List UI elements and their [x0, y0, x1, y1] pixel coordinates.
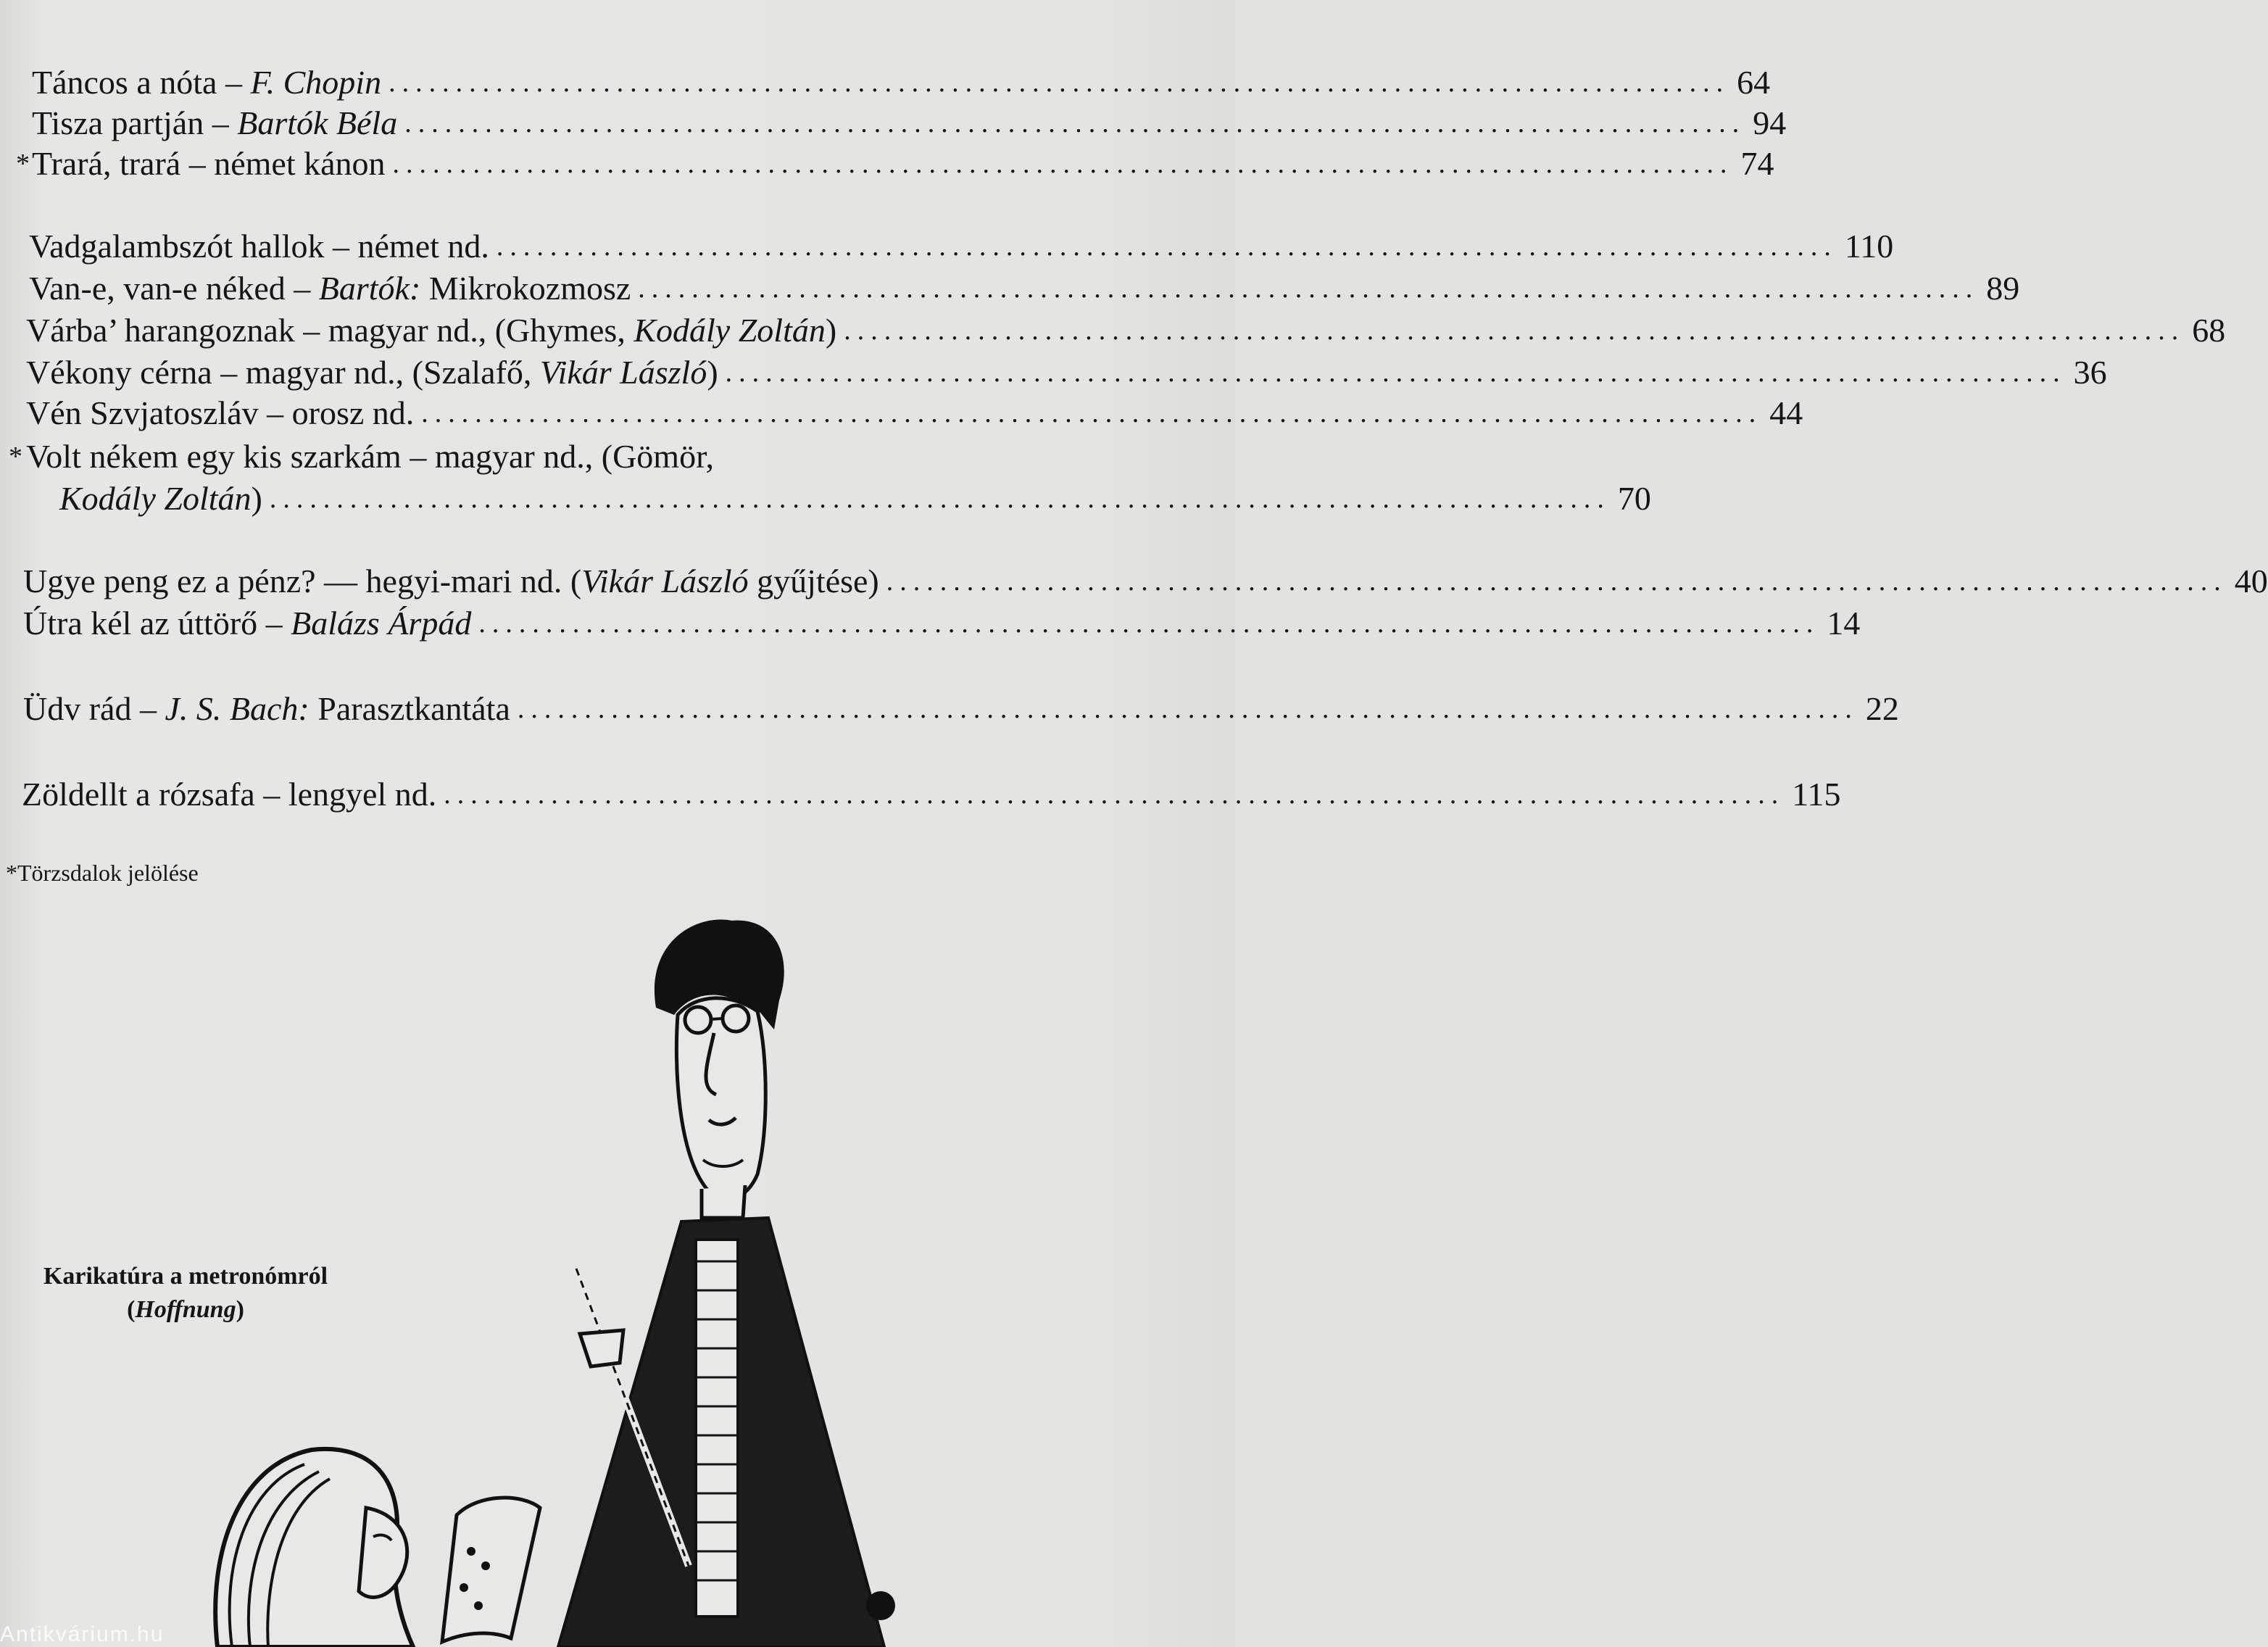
entry-page-number: 40 — [2234, 563, 2268, 600]
toc-entry — [26, 310, 2226, 351]
caption-author: Hoffnung — [135, 1296, 236, 1323]
dot-leader: .................................................................................................... — [496, 231, 1837, 262]
metronome-caricature-illustration — [0, 913, 1235, 1647]
entry-page-number: 14 — [1827, 605, 1861, 642]
entry-title: Vén Szvjatoszláv – orosz nd. — [26, 394, 415, 431]
dot-leader: .................................................................................................... — [269, 484, 1611, 514]
entry-title: Van-e, van-e néked – Bartók: Mikrokozmosz — [29, 270, 631, 307]
dot-leader: .................................................................................................... — [404, 108, 1746, 138]
dot-leader: .................................................................................................... — [725, 357, 2066, 388]
entry-title: Zöldellt a rózsafa – lengyel nd. — [22, 776, 437, 813]
toc-entry — [26, 393, 1803, 433]
entry-title: Vékony cérna – magyar nd., (Szalafő, Vikár László) — [26, 354, 718, 391]
core-song-marker: * — [9, 441, 22, 472]
toc-entry — [32, 62, 1771, 103]
toc-entry — [22, 774, 1841, 815]
toc-entry — [29, 226, 1894, 267]
winding-key-icon — [866, 1591, 895, 1620]
entry-title: Várba’ harangoznak – magyar nd., (Ghymes, Kodály Zoltán) — [26, 312, 837, 349]
dot-leader: .................................................................................................... — [517, 694, 1858, 724]
entry-page-number: 115 — [1792, 776, 1841, 813]
dot-leader: .................................................................................................... — [886, 566, 2227, 597]
toc-entry-continuation — [59, 478, 1651, 519]
entry-page-number: 89 — [1986, 270, 2020, 307]
entry-page-number: 94 — [1753, 104, 1787, 141]
entry-page-number: 110 — [1844, 228, 1894, 265]
dot-leader: .................................................................................................... — [444, 779, 1785, 810]
caption-credit: (Hoffnung) — [127, 1296, 244, 1323]
toc-entry — [9, 436, 1112, 477]
watermark: Antikvárium.hu — [0, 1622, 165, 1646]
entry-title: Kodály Zoltán) — [59, 480, 262, 517]
entry-page-number: 36 — [2073, 354, 2107, 391]
entry-title: Üdv rád – J. S. Bach: Parasztkantáta — [23, 690, 510, 727]
core-song-marker: * — [16, 149, 30, 179]
entry-title: Táncos a nóta – F. Chopin — [32, 64, 382, 101]
toc-entry — [23, 603, 1861, 644]
entry-page-number: 74 — [1740, 145, 1774, 182]
girl-face-icon — [359, 1508, 407, 1597]
toc-entry — [26, 352, 2107, 393]
toc-entry — [23, 689, 1899, 729]
sheet-music-icon — [442, 1498, 540, 1642]
footnote: *Törzsdalok jelölése — [6, 860, 199, 886]
entry-title: Volt nékem egy kis szarkám – magyar nd., (Gömör, — [26, 438, 715, 475]
entry-title: Trará, trará – német kánon — [32, 145, 386, 182]
entry-page-number: 22 — [1865, 690, 1899, 727]
dot-leader: .................................................................................................... — [389, 67, 1730, 98]
entry-page-number: 68 — [2192, 312, 2226, 349]
toc-entry — [23, 561, 2268, 602]
entry-page-number: 70 — [1617, 480, 1651, 517]
entry-title: Tisza partján – Bartók Béla — [32, 104, 398, 141]
metronome-scale-icon — [696, 1240, 738, 1617]
dot-leader: .................................................................................................... — [478, 608, 1820, 639]
toc-entry — [29, 268, 2020, 309]
entry-title: Vadgalambszót hallok – német nd. — [29, 228, 489, 265]
entry-title: Ugye peng ez a pénz? — hegyi-mari nd. (Vikár László gyűjtése) — [23, 563, 879, 600]
dot-leader: .................................................................................................... — [421, 398, 1763, 428]
toc-entry — [32, 103, 1787, 144]
entry-page-number: 44 — [1769, 394, 1803, 431]
dot-leader: .................................................................................................... — [844, 315, 2185, 346]
toc-entry — [16, 144, 1774, 184]
dot-leader: .................................................................................................... — [638, 273, 1980, 304]
entry-page-number: 64 — [1737, 64, 1771, 101]
caption-title: Karikatúra a metronómról — [43, 1263, 328, 1290]
dot-leader: .................................................................................................... — [392, 149, 1734, 179]
entry-title: Útra kél az úttörő – Balázs Árpád — [23, 605, 472, 642]
